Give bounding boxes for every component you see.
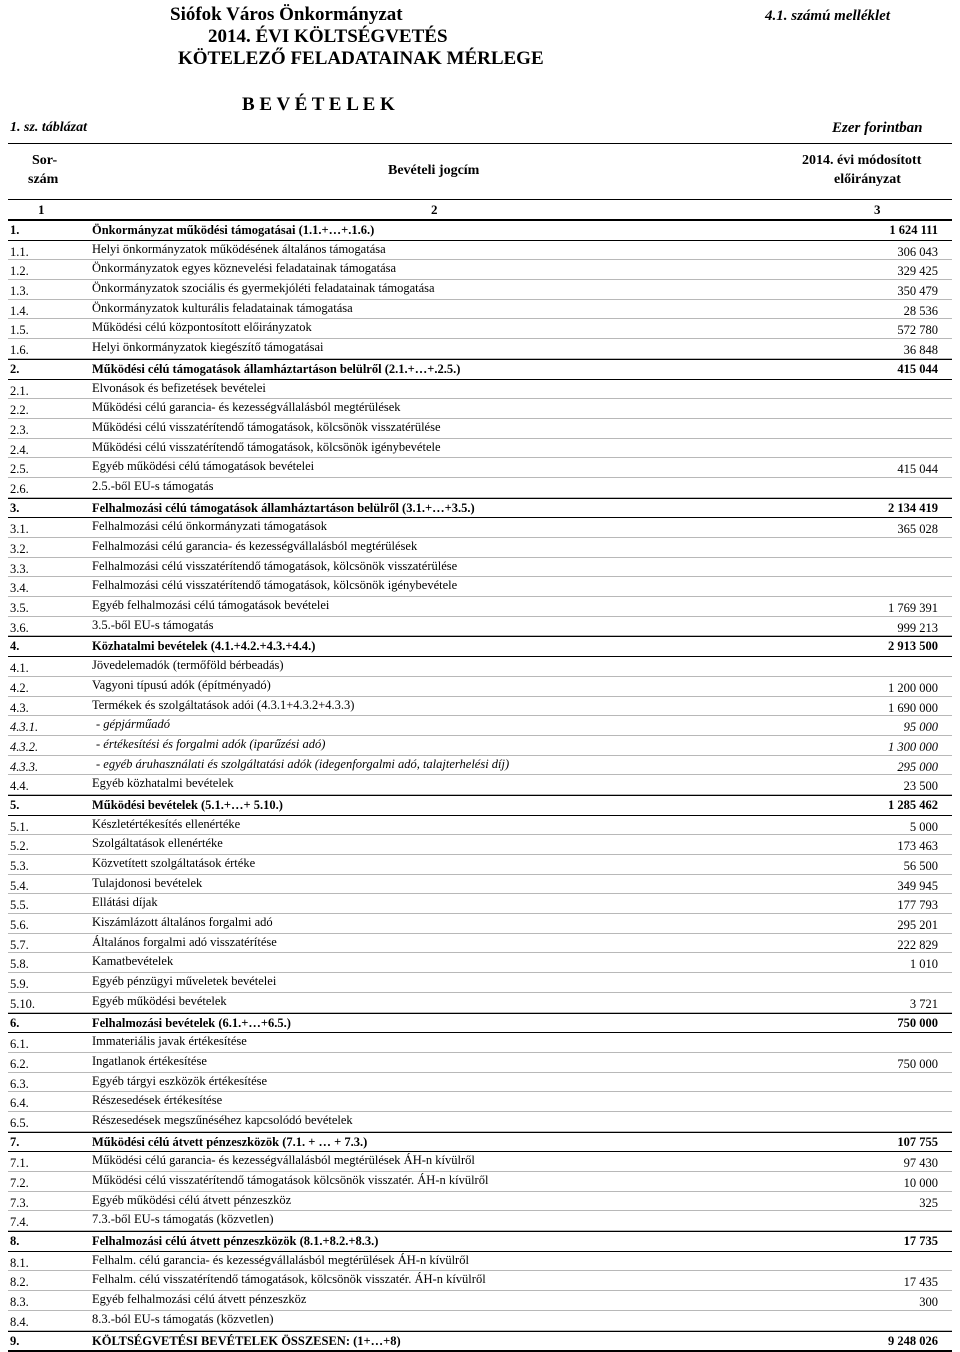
- table-row: [8, 934, 952, 954]
- row-label: Felhalmozási célú átvett pénzeszközök (8.1.+8.2.+8.3.): [92, 1234, 379, 1249]
- row-label: Részesedések értékesítése: [92, 1093, 223, 1108]
- row-label: Felhalmozási célú önkormányzati támogatások: [92, 519, 327, 534]
- table-row: [8, 419, 952, 439]
- row-label: 3.5.-ből EU-s támogatás: [92, 617, 214, 632]
- row-number: 5.3.: [10, 859, 29, 873]
- row-label: Helyi önkormányzatok kiegészítő támogatásai: [92, 340, 324, 355]
- row-label: Működési célú központosított előirányzatok: [92, 320, 312, 335]
- row-amount: 2 913 500: [888, 639, 938, 654]
- row-number: 6.1.: [10, 1037, 29, 1052]
- row-number: 3.2.: [10, 542, 29, 556]
- row-number: 8.1.: [10, 1255, 29, 1270]
- row-label: Működési célú visszatérítendő támogatások, kölcsönök visszatérülése: [92, 419, 441, 434]
- table-row-total: [8, 1132, 952, 1153]
- table-row: [8, 875, 952, 895]
- year-title: 2014. ÉVI KÖLTSÉGVETÉS: [208, 26, 448, 47]
- row-number: 3.5.: [10, 601, 29, 616]
- row-amount: 5 000: [909, 819, 938, 834]
- table-row: [8, 736, 952, 756]
- table-row-total: [8, 1331, 952, 1352]
- row-label: Működési célú visszatérítendő támogatások, kölcsönök igénybevétele: [92, 439, 441, 454]
- row-label: Önkormányzatok egyes köznevelési feladatainak támogatása: [92, 261, 397, 276]
- row-number: 2.2.: [10, 403, 29, 418]
- row-amount: 222 829: [897, 937, 938, 952]
- row-label: Egyéb közhatalmi bevételek: [92, 776, 234, 791]
- row-label: Termékek és szolgáltatások adói (4.3.1+4.3.2+4.3.3): [92, 697, 355, 712]
- col-title-header: Bevételi jogcím: [388, 163, 480, 178]
- row-label: Működési célú átvett pénzeszközök (7.1. + … + 7.3.): [92, 1134, 368, 1149]
- table-row: [8, 756, 952, 776]
- table-row: [8, 1311, 952, 1331]
- row-number: 2.6.: [10, 481, 29, 496]
- table-row: [8, 657, 952, 677]
- unit-label: Ezer forintban: [832, 120, 923, 136]
- row-label: Felhalm. célú visszatérítendő támogatások, kölcsönök visszatér. ÁH-n kívülről: [92, 1272, 486, 1287]
- balance-subtitle: KÖTELEZŐ FELADATAINAK MÉRLEGE: [178, 48, 544, 69]
- row-number: 4.: [10, 639, 20, 654]
- row-amount: 36 848: [903, 343, 938, 358]
- row-number: 5.9.: [10, 977, 29, 992]
- table-row: [8, 697, 952, 717]
- row-amount: 1 769 391: [888, 601, 938, 616]
- row-number: 1.3.: [10, 284, 29, 299]
- row-label: Felhalmozási célú visszatérítendő támogatások, kölcsönök visszatérülése: [92, 558, 458, 573]
- row-number: 4.2.: [10, 680, 29, 695]
- row-amount: 97 430: [903, 1156, 938, 1171]
- table-row: [8, 993, 952, 1013]
- row-number: 2.1.: [10, 383, 29, 398]
- row-label: - értékesítési és forgalmi adók (iparűzési adó): [96, 736, 326, 751]
- row-number: 6.3.: [10, 1076, 29, 1091]
- row-number: 3.3.: [10, 561, 29, 576]
- row-amount: 350 479: [897, 284, 938, 299]
- row-number: 4.3.1.: [10, 720, 39, 735]
- table-body: [8, 220, 952, 1351]
- row-amount: 10 000: [903, 1176, 938, 1190]
- row-amount: 56 500: [903, 859, 938, 873]
- row-number: 7.3.: [10, 1195, 29, 1210]
- table-row: [8, 1053, 952, 1073]
- col-number-2: 2: [431, 202, 438, 217]
- row-number: 3.: [10, 500, 20, 515]
- row-label: Helyi önkormányzatok működésének általános támogatása: [92, 241, 386, 256]
- row-amount: 349 945: [897, 878, 938, 893]
- row-number: 6.5.: [10, 1115, 29, 1130]
- row-amount: 329 425: [897, 264, 938, 279]
- row-label: Önkormányzatok szociális és gyermekjóléti feladatainak támogatása: [92, 281, 435, 296]
- row-amount: 295 000: [897, 759, 938, 774]
- row-label: Immateriális javak értékesítése: [92, 1034, 247, 1049]
- table-row: [8, 973, 952, 993]
- table-row: [8, 458, 952, 478]
- col-serial-line1: Sor-: [32, 153, 58, 168]
- row-label: - egyéb áruhasználati és szolgáltatási adók (idegenforgalmi adó, talajterhelési díj): [96, 756, 510, 771]
- row-number: 5.6.: [10, 918, 29, 933]
- row-label: Közvetített szolgáltatások értéke: [92, 856, 256, 870]
- row-number: 8.3.: [10, 1295, 29, 1310]
- row-label: Ingatlanok értékesítése: [92, 1053, 207, 1068]
- row-amount: 1 200 000: [888, 680, 938, 695]
- table-row: [8, 558, 952, 578]
- row-label: Kiszámlázott általános forgalmi adó: [92, 915, 273, 930]
- table-row: [8, 380, 952, 400]
- row-label: Elvonások és befizetések bevételei: [92, 380, 266, 395]
- table-row: [8, 914, 952, 934]
- row-number: 4.3.: [10, 700, 29, 715]
- table-row: [8, 716, 952, 736]
- row-number: 6.2.: [10, 1056, 29, 1071]
- table-ref: 1. sz. táblázat: [10, 120, 88, 135]
- row-amount: 17 735: [903, 1234, 938, 1249]
- row-number: 2.: [10, 361, 20, 376]
- row-number: 9.: [10, 1333, 20, 1348]
- row-number: 7.1.: [10, 1156, 29, 1171]
- row-number: 5.8.: [10, 957, 29, 972]
- table-row: [8, 478, 952, 498]
- col-amount-line2: előirányzat: [834, 172, 901, 187]
- row-label: 8.3.-ból EU-s támogatás (közvetlen): [92, 1311, 274, 1326]
- row-number: 1.4.: [10, 303, 29, 318]
- col-serial-line2: szám: [28, 172, 59, 187]
- table-row: [8, 439, 952, 459]
- table-row-total: [8, 1013, 952, 1034]
- table-row: [8, 775, 952, 795]
- row-label: Tulajdonosi bevételek: [92, 875, 203, 890]
- table-row: [8, 1211, 952, 1231]
- row-number: 8.4.: [10, 1314, 29, 1329]
- row-label: 7.3.-ből EU-s támogatás (közvetlen): [92, 1212, 274, 1227]
- row-label: Egyéb pénzügyi műveletek bevételei: [92, 974, 277, 989]
- row-number: 5.2.: [10, 839, 29, 854]
- row-amount: 300: [919, 1295, 938, 1310]
- table-row: [8, 1073, 952, 1093]
- row-label: KÖLTSÉGVETÉSI BEVÉTELEK ÖSSZESEN: (1+…+8): [92, 1333, 401, 1348]
- row-label: Működési célú támogatások államháztartáson belülről (2.1.+…+.2.5.): [92, 361, 461, 376]
- section-title: B E V É T E L E K: [242, 94, 395, 115]
- table-row: [8, 1172, 952, 1192]
- table-row-total: [8, 795, 952, 816]
- row-amount: 415 044: [897, 462, 938, 477]
- row-number: 5.7.: [10, 937, 29, 952]
- row-amount: 28 536: [903, 303, 938, 318]
- row-label: Felhalmozási bevételek (6.1.+…+6.5.): [92, 1015, 291, 1030]
- table-row: [8, 1092, 952, 1112]
- row-number: 5.4.: [10, 878, 29, 893]
- row-label: Egyéb felhalmozási célú támogatások bevételei: [92, 598, 330, 613]
- row-label: Működési célú garancia- és kezességvállalásból megtérülések: [92, 400, 401, 415]
- table-row: [8, 855, 952, 875]
- table-column-header: [8, 144, 952, 200]
- row-number: 2.3.: [10, 422, 29, 437]
- row-amount: 365 028: [897, 522, 938, 537]
- table-row: [8, 577, 952, 597]
- table-row-total: [8, 220, 952, 241]
- table-row: [8, 835, 952, 855]
- row-amount: 1 285 462: [888, 797, 938, 812]
- row-number: 2.5.: [10, 462, 29, 477]
- row-label: Egyéb felhalmozási célú átvett pénzeszköz: [92, 1292, 307, 1307]
- row-amount: 572 780: [897, 323, 938, 338]
- table-row: [8, 241, 952, 261]
- table-row: [8, 1291, 952, 1311]
- row-amount: 3 721: [909, 996, 938, 1011]
- row-amount: 1 300 000: [888, 739, 938, 754]
- row-label: Készletértékesítés ellenértéke: [92, 816, 241, 831]
- row-number: 1.2.: [10, 264, 29, 279]
- row-amount: 17 435: [903, 1275, 938, 1290]
- row-number: 5.: [10, 797, 20, 812]
- table-row: [8, 894, 952, 914]
- row-label: Felhalm. célú garancia- és kezességvállalásból megtérülések ÁH-n kívülről: [92, 1252, 469, 1267]
- col-amount-line1: 2014. évi módosított: [802, 153, 922, 168]
- row-amount: 23 500: [903, 779, 938, 794]
- row-number: 6.4.: [10, 1096, 29, 1111]
- row-amount: 750 000: [897, 1015, 938, 1030]
- row-label: Kamatbevételek: [92, 954, 174, 969]
- row-label: Működési célú garancia- és kezességvállalásból megtérülések ÁH-n kívülről: [92, 1153, 475, 1168]
- row-label: Szolgáltatások ellenértéke: [92, 836, 223, 851]
- table-row: [8, 1271, 952, 1291]
- row-label: - gépjárműadó: [96, 717, 170, 732]
- row-label: Felhalmozási célú garancia- és kezességvállalásból megtérülések: [92, 539, 418, 553]
- row-number: 4.3.2.: [10, 739, 39, 754]
- row-number: 5.10.: [10, 996, 35, 1011]
- row-label: 2.5.-ből EU-s támogatás: [92, 478, 214, 493]
- row-amount: 2 134 419: [888, 500, 938, 515]
- table-row-total: [8, 498, 952, 519]
- row-label: Egyéb működési célú támogatások bevételei: [92, 459, 315, 474]
- row-amount: 750 000: [897, 1056, 938, 1071]
- row-label: Működési bevételek (5.1.+…+ 5.10.): [92, 797, 283, 812]
- row-number: 3.1.: [10, 522, 29, 537]
- row-number: 8.2.: [10, 1275, 29, 1290]
- row-amount: 1 010: [909, 957, 938, 972]
- row-number: 7.4.: [10, 1215, 29, 1230]
- row-number: 4.4.: [10, 779, 29, 794]
- table-row-total: [8, 1231, 952, 1252]
- row-label: Általános forgalmi adó visszatérítése: [92, 934, 277, 949]
- table-row: [8, 260, 952, 280]
- row-amount: 95 000: [903, 720, 938, 735]
- row-number: 3.4.: [10, 581, 29, 596]
- row-amount: 325: [919, 1195, 938, 1210]
- row-label: Vagyoni típusú adók (építményadó): [92, 677, 271, 692]
- table-row: [8, 816, 952, 836]
- table-row: [8, 953, 952, 973]
- row-number: 1.6.: [10, 343, 29, 358]
- row-number: 1.: [10, 223, 20, 237]
- row-amount: 1 624 111: [889, 223, 938, 237]
- row-number: 5.1.: [10, 819, 29, 834]
- row-number: 1.1.: [10, 244, 29, 259]
- row-number: 1.5.: [10, 323, 29, 338]
- table-row: [8, 538, 952, 558]
- row-label: Önkormányzatok kulturális feladatainak támogatása: [92, 300, 353, 315]
- table-row-total: [8, 359, 952, 380]
- row-number: 6.: [10, 1015, 20, 1030]
- row-label: Egyéb működési célú átvett pénzeszköz: [92, 1192, 292, 1207]
- row-number: 7.2.: [10, 1176, 29, 1190]
- table-row: [8, 399, 952, 419]
- table-row: [8, 617, 952, 637]
- table-row: [8, 1252, 952, 1272]
- row-label: Egyéb tárgyi eszközök értékesítése: [92, 1073, 268, 1088]
- table-row: [8, 339, 952, 359]
- row-amount: 9 248 026: [888, 1333, 938, 1348]
- table-row: [8, 518, 952, 538]
- row-label: Részesedések megszűnéséhez kapcsolódó bevételek: [92, 1112, 353, 1127]
- row-amount: 107 755: [897, 1134, 938, 1149]
- col-number-3: 3: [874, 202, 881, 217]
- table-row: [8, 1152, 952, 1172]
- row-label: Önkormányzat működési támogatásai (1.1.+…+.1.6.): [92, 223, 375, 237]
- row-label: Közhatalmi bevételek (4.1.+4.2.+4.3.+4.4.): [92, 639, 316, 654]
- row-label: Ellátási díjak: [92, 895, 158, 910]
- row-amount: 306 043: [897, 244, 938, 259]
- table-row: [8, 1033, 952, 1053]
- row-label: Működési célú visszatérítendő támogatások kölcsönök visszatér. ÁH-n kívülről: [92, 1173, 489, 1187]
- revenue-table: [8, 143, 952, 1352]
- row-label: Felhalmozási célú visszatérítendő támogatások, kölcsönök igénybevétele: [92, 578, 458, 593]
- row-number: 4.1.: [10, 661, 29, 676]
- row-label: Egyéb működési bevételek: [92, 993, 227, 1008]
- row-number: 2.4.: [10, 442, 29, 457]
- col-number-1: 1: [38, 202, 45, 217]
- appendix-label: 4.1. számú melléklet: [765, 8, 890, 24]
- table-row: [8, 280, 952, 300]
- table-row: [8, 1192, 952, 1212]
- table-row: [8, 677, 952, 697]
- row-number: 5.5.: [10, 898, 29, 913]
- row-amount: 295 201: [897, 918, 938, 933]
- table-row: [8, 597, 952, 617]
- table-row: [8, 319, 952, 339]
- column-number-row: [8, 200, 952, 220]
- row-amount: 415 044: [897, 361, 938, 376]
- row-label: Felhalmozási célú támogatások államháztartáson belülről (3.1.+…+3.5.): [92, 500, 475, 515]
- row-label: Jövedelemadók (termőföld bérbeadás): [92, 658, 284, 673]
- table-row-total: [8, 636, 952, 657]
- table-row: [8, 300, 952, 320]
- row-number: 3.6.: [10, 620, 29, 635]
- city-title: Siófok Város Önkormányzat: [170, 4, 403, 25]
- row-amount: 173 463: [897, 839, 938, 854]
- row-number: 8.: [10, 1234, 20, 1249]
- row-amount: 999 213: [897, 620, 938, 635]
- row-number: 7.: [10, 1134, 20, 1149]
- table-row: [8, 1112, 952, 1132]
- row-number: 4.3.3.: [10, 759, 39, 774]
- row-amount: 1 690 000: [888, 700, 938, 715]
- row-amount: 177 793: [897, 898, 938, 913]
